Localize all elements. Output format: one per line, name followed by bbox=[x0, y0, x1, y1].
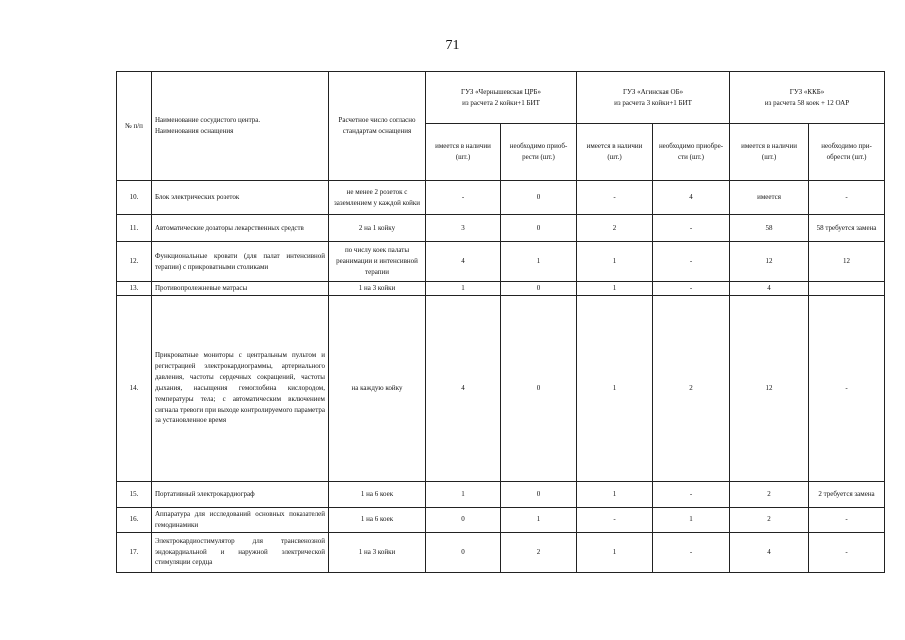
row-value: 0 bbox=[501, 215, 577, 242]
group-title: ГУЗ «ККБ» bbox=[789, 87, 825, 96]
row-value: - bbox=[653, 215, 730, 242]
row-value: 58 bbox=[730, 215, 809, 242]
header-num: № п/п bbox=[117, 72, 152, 181]
row-value: 1 bbox=[426, 282, 501, 296]
row-value: 12 bbox=[730, 295, 809, 481]
subheader-line: необходимо приоб- bbox=[509, 142, 568, 151]
row-num: 17. bbox=[117, 532, 152, 572]
row-value: 0 bbox=[501, 295, 577, 481]
row-value: 3 bbox=[426, 215, 501, 242]
row-value: 0 bbox=[426, 507, 501, 532]
subheader-have bbox=[426, 124, 501, 181]
subheader-line: необходимо приобре- bbox=[658, 142, 724, 151]
subheader-line: имеется в наличии bbox=[586, 142, 643, 151]
table-row bbox=[117, 282, 885, 296]
row-num: 11. bbox=[117, 215, 152, 242]
row-value: 1 bbox=[577, 481, 653, 507]
header-standard-line2: стандартам оснащения bbox=[342, 127, 412, 135]
row-value: 2 bbox=[577, 215, 653, 242]
row-name: Противопролежневые матрасы bbox=[152, 282, 329, 296]
table-row bbox=[117, 295, 885, 481]
group-header-kkb bbox=[730, 72, 885, 124]
row-standard: 1 на 3 койки bbox=[329, 532, 426, 572]
subheader-have bbox=[577, 124, 653, 181]
row-value: 4 bbox=[426, 242, 501, 282]
subheader-line: имеется в наличии bbox=[741, 142, 797, 151]
subheader-line: (шт.) bbox=[761, 153, 777, 161]
row-value: 1 bbox=[577, 242, 653, 282]
row-value: 2 bbox=[730, 507, 809, 532]
row-value: 0 bbox=[501, 481, 577, 507]
row-value: 12 bbox=[809, 242, 885, 282]
row-value: - bbox=[809, 181, 885, 215]
row-value: - bbox=[426, 181, 501, 215]
row-value: 0 bbox=[501, 282, 577, 296]
row-value: - bbox=[653, 532, 730, 572]
table-row bbox=[117, 507, 885, 532]
header-name-line1: Наименование сосудистого центра. bbox=[155, 116, 261, 125]
group-subtitle: из расчета 3 койки+1 БИТ bbox=[614, 98, 692, 107]
row-num: 12. bbox=[117, 242, 152, 282]
row-name: Функциональные кровати (для палат интенсивной терапии) с прикроватными столиками bbox=[152, 242, 329, 282]
row-name: Аппаратура для исследований основных показателей гемодинамики bbox=[152, 507, 329, 532]
row-value: 1 bbox=[577, 282, 653, 296]
table-row bbox=[117, 481, 885, 507]
row-standard: на каждую койку bbox=[329, 295, 426, 481]
header-name bbox=[152, 72, 329, 181]
row-num: 10. bbox=[117, 181, 152, 215]
row-num: 14. bbox=[117, 295, 152, 481]
subheader-line: сти (шт.) bbox=[678, 153, 705, 161]
subheader-need bbox=[501, 124, 577, 181]
row-value: - bbox=[809, 507, 885, 532]
row-name: Прикроватные мониторы с центральным пультом и регистрацией электрокардиограммы, артериального давления, частоты сердечных сокращений, частоты дыхания, насыщения гемоглобина кислородом, температуры тела; с автоматическим включением сигнала тревоги при выходе контролируемого параметра за установленное время bbox=[152, 295, 329, 481]
row-standard: 1 на 6 коек bbox=[329, 507, 426, 532]
header-name-line2: Наименования оснащения bbox=[155, 127, 234, 135]
row-value: 58 требуется замена bbox=[809, 215, 885, 242]
header-row-groups bbox=[117, 72, 885, 124]
row-standard: 1 на 3 койки bbox=[329, 282, 426, 296]
row-value: 0 bbox=[426, 532, 501, 572]
row-value: 2 bbox=[501, 532, 577, 572]
table-row bbox=[117, 181, 885, 215]
group-header-chernyshevsk bbox=[426, 72, 577, 124]
header-standard-line1: Расчетное число согласно bbox=[338, 116, 416, 125]
subheader-line: необходимо при- bbox=[821, 142, 872, 151]
row-value: - bbox=[809, 532, 885, 572]
row-value: 4 bbox=[426, 295, 501, 481]
row-value: 1 bbox=[577, 295, 653, 481]
group-header-aginsk bbox=[577, 72, 730, 124]
subheader-line: обрести (шт.) bbox=[826, 153, 867, 161]
subheader-need bbox=[653, 124, 730, 181]
row-value: 2 требуется замена bbox=[809, 481, 885, 507]
row-num: 16. bbox=[117, 507, 152, 532]
row-standard: не менее 2 розеток с заземлением у каждой койки bbox=[329, 181, 426, 215]
row-standard: 1 на 6 коек bbox=[329, 481, 426, 507]
row-value: 4 bbox=[730, 282, 809, 296]
row-value: 2 bbox=[730, 481, 809, 507]
row-name: Портативный электрокардиограф bbox=[152, 481, 329, 507]
row-value: 1 bbox=[501, 507, 577, 532]
table-row bbox=[117, 242, 885, 282]
row-num: 15. bbox=[117, 481, 152, 507]
row-num: 13. bbox=[117, 282, 152, 296]
row-value: 1 bbox=[577, 532, 653, 572]
row-value: - bbox=[577, 507, 653, 532]
row-standard: по числу коек палаты реанимации и интенсивной терапии bbox=[329, 242, 426, 282]
row-value: имеется bbox=[730, 181, 809, 215]
page-number: 71 bbox=[445, 38, 460, 53]
header-standard bbox=[329, 72, 426, 181]
row-value: 1 bbox=[501, 242, 577, 282]
group-subtitle: из расчета 2 койки+1 БИТ bbox=[462, 98, 540, 107]
group-title: ГУЗ «Агинская ОБ» bbox=[622, 87, 684, 96]
row-value: 0 bbox=[501, 181, 577, 215]
row-standard: 2 на 1 койку bbox=[329, 215, 426, 242]
row-value: 4 bbox=[653, 181, 730, 215]
row-value: 12 bbox=[730, 242, 809, 282]
row-value: 2 bbox=[653, 295, 730, 481]
subheader-have bbox=[730, 124, 809, 181]
subheader-line: имеется в наличии bbox=[435, 142, 491, 151]
row-value: - bbox=[653, 282, 730, 296]
row-name: Электрокардиостимулятор для трансвенозной эндокардиальной и наружной электрической стимуляции сердца bbox=[152, 532, 329, 572]
row-value bbox=[809, 282, 885, 296]
row-name: Автоматические дозаторы лекарственных средств bbox=[152, 215, 329, 242]
subheader-line: (шт.) bbox=[607, 153, 622, 161]
table-row bbox=[117, 532, 885, 572]
subheader-line: рести (шт.) bbox=[522, 153, 555, 161]
group-title: ГУЗ «Чернышевская ЦРБ» bbox=[461, 87, 541, 96]
row-value: 1 bbox=[653, 507, 730, 532]
equipment-table bbox=[116, 71, 885, 573]
row-value: - bbox=[809, 295, 885, 481]
row-value: - bbox=[653, 242, 730, 282]
subheader-line: (шт.) bbox=[455, 153, 471, 161]
group-subtitle: из расчета 58 коек + 12 ОАР bbox=[764, 98, 850, 107]
table-row bbox=[117, 215, 885, 242]
row-value: - bbox=[577, 181, 653, 215]
row-value: - bbox=[653, 481, 730, 507]
row-value: 4 bbox=[730, 532, 809, 572]
row-name: Блок электрических розеток bbox=[152, 181, 329, 215]
subheader-need bbox=[809, 124, 885, 181]
row-value: 1 bbox=[426, 481, 501, 507]
